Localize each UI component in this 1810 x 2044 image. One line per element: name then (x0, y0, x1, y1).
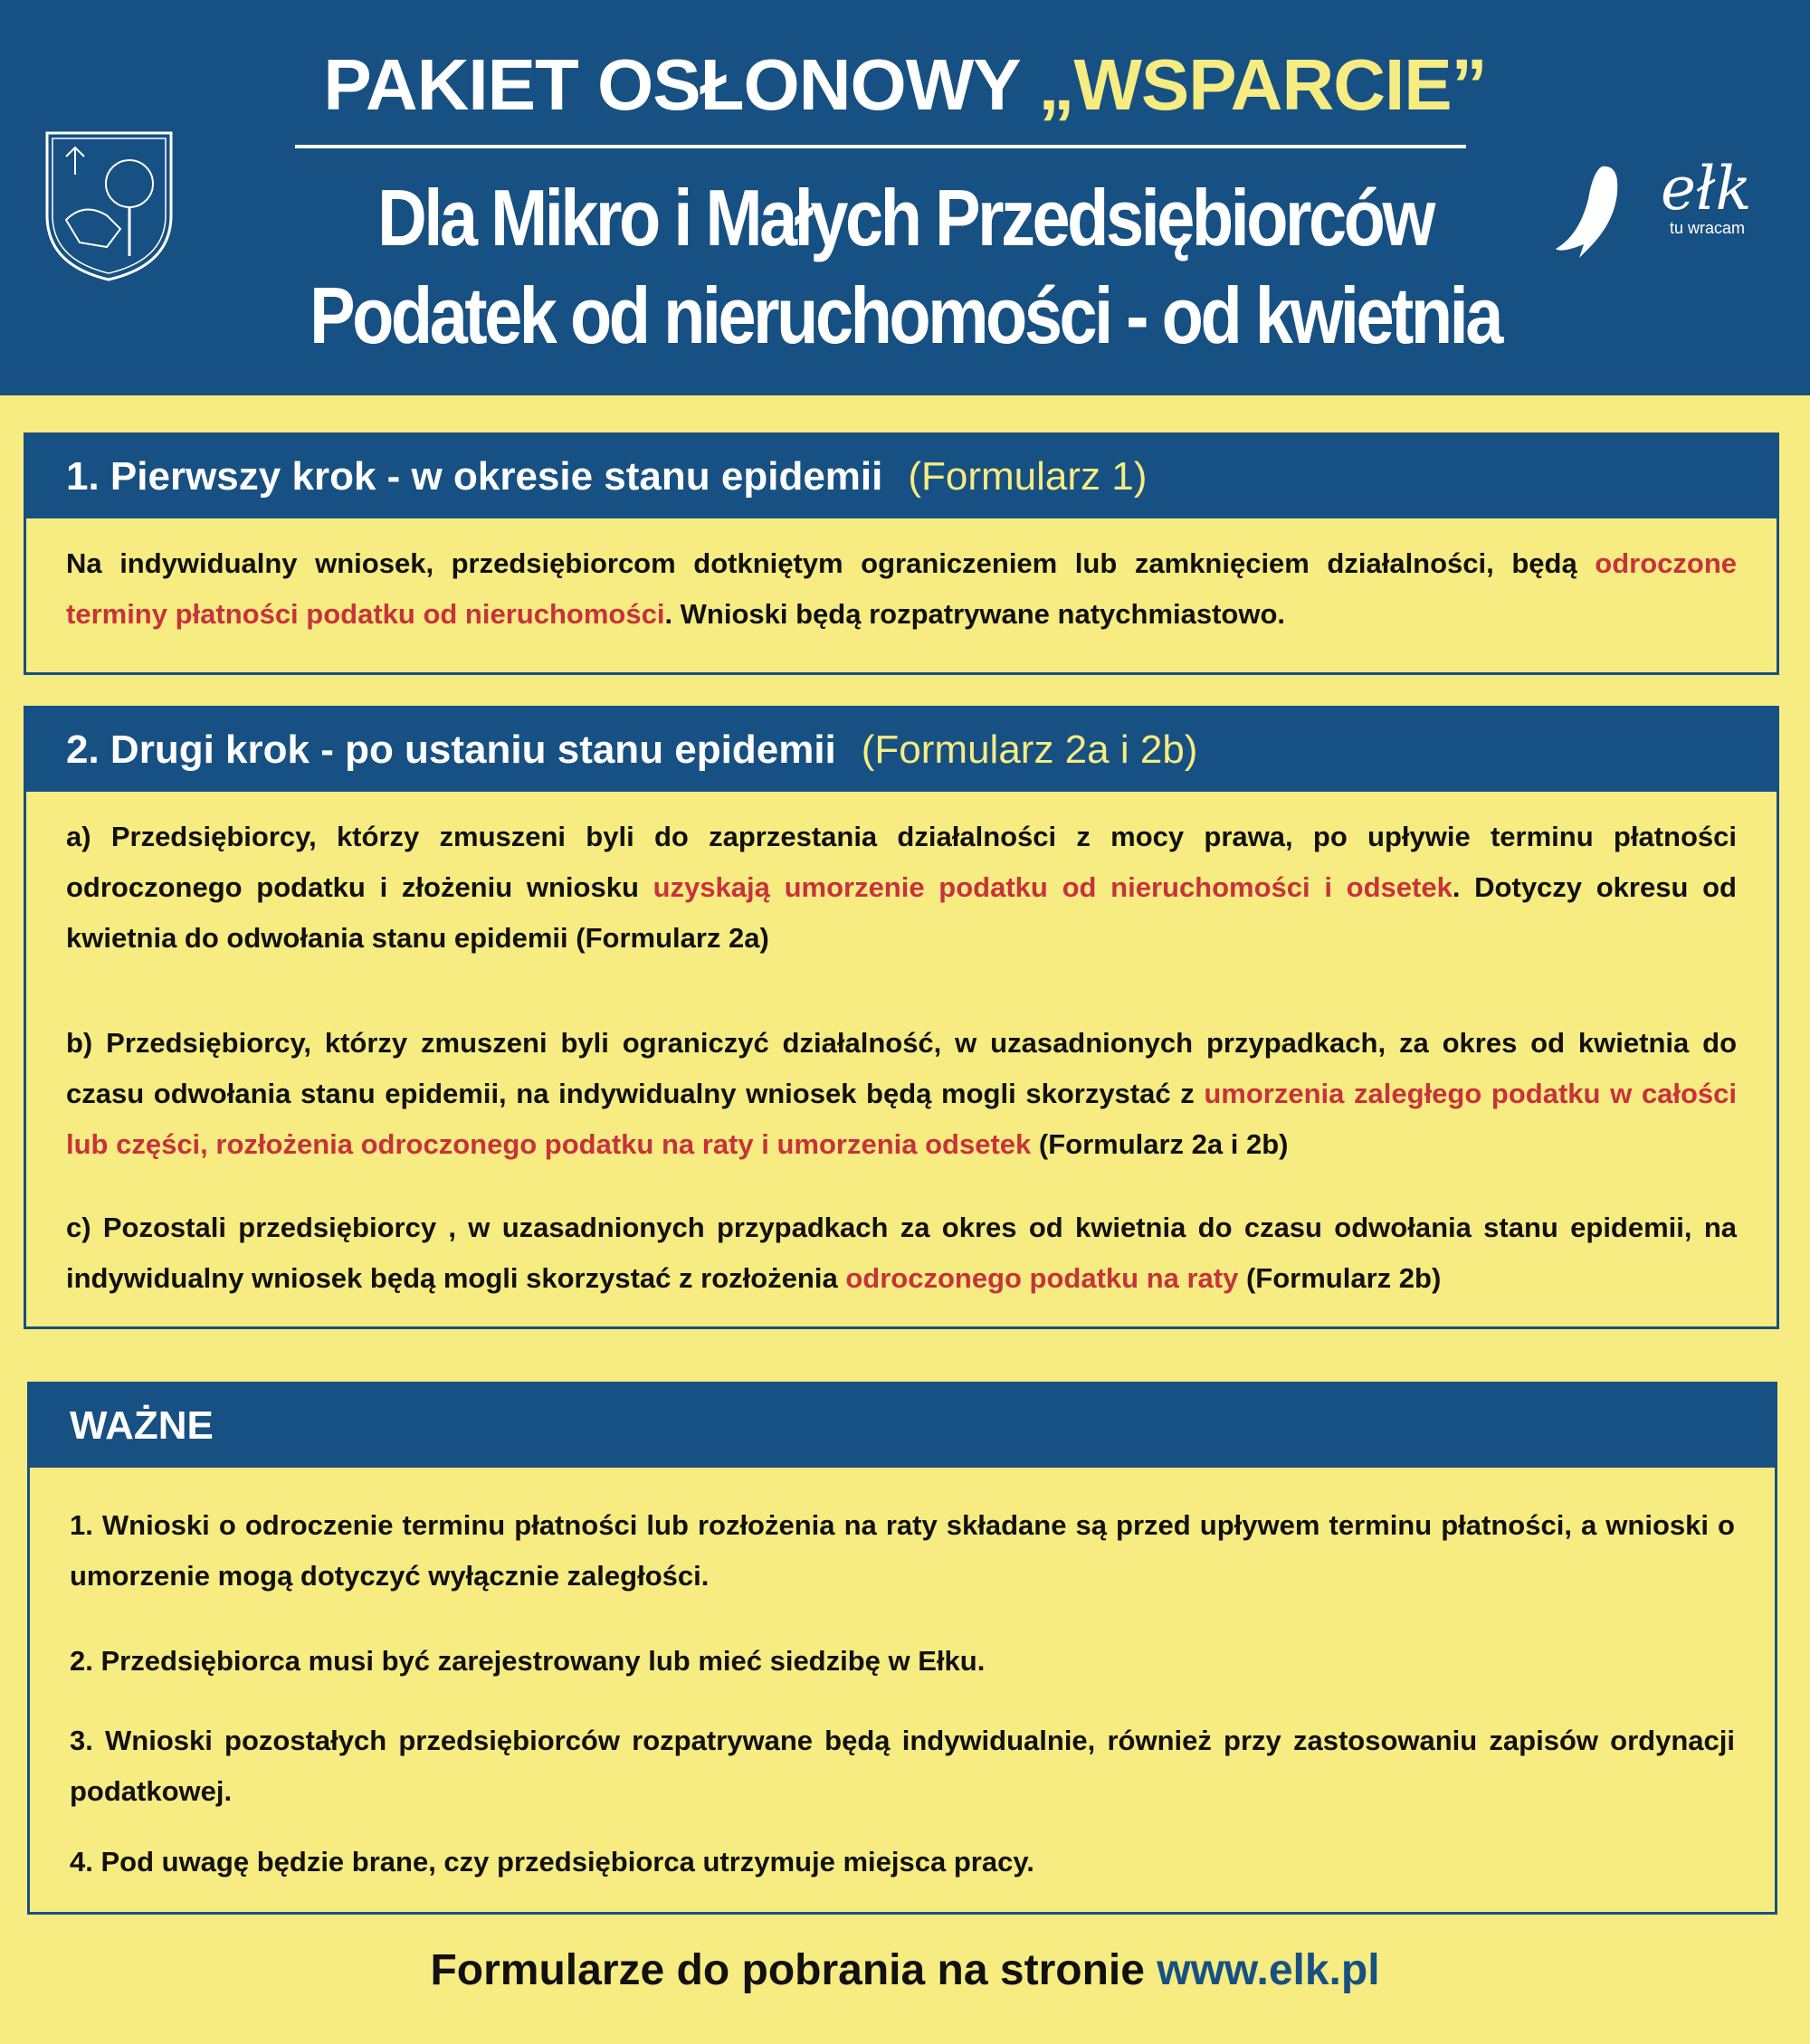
important-item: 2. Przedsiębiorca musi być zarejestrowany lub mieć siedzibę w Ełku. (70, 1645, 986, 1677)
important-body (30, 1468, 1775, 1887)
point-c (66, 1203, 1737, 1304)
title-text: PAKIET OSŁONOWY (323, 44, 1039, 125)
text: c) Pozostali przedsiębiorcy , w uzasadnionych przypadkach za okres od kwietnia do czasu odwołania stanu epidemii, na indywidualny wniosek będą mogli skorzystać z rozłożenia (66, 1212, 1737, 1294)
section-1-body (26, 518, 1777, 640)
highlight-text: umorzenia zaległego podatku w całości lub części, rozłożenia odroczonego podatku na raty i umorzenia odsetek (66, 1078, 1737, 1160)
important-item: 3. Wnioski pozostałych przedsiębiorców rozpatrywane będą indywidualnie, również przy zastosowaniu zapisów ordynacji podatkowej. (70, 1725, 1735, 1807)
section-important (27, 1382, 1777, 1915)
main-title (0, 43, 1810, 127)
point-b (66, 1018, 1737, 1170)
important-heading: WAŻNE (70, 1403, 214, 1448)
text: (Formularz 2b) (1238, 1262, 1442, 1294)
footer-text: Formularze do pobrania na stronie (430, 1946, 1157, 1994)
title-divider (295, 145, 1466, 148)
section-2-body (26, 792, 1777, 1304)
highlight-text: uzyskają umorzenie podatku od nieruchomości i odsetek (653, 871, 1453, 903)
text: Na indywidualny wniosek, przedsiębiorcom dotkniętym ograniczeniem lub zamknięciem działalności, będą (66, 547, 1596, 579)
section-1-heading: 1. Pierwszy krok - w okresie stanu epidemii (66, 454, 883, 499)
text: a) Przedsiębiorcy, którzy zmuszeni byli do zaprzestania działalności z mocy prawa, po upływie terminu płatności odroczonego podatku i złożeniu wniosku (66, 821, 1737, 903)
section-step-1 (24, 433, 1779, 675)
important-header (30, 1384, 1775, 1468)
logo-text: ełk (1661, 154, 1752, 223)
bird-icon (1552, 163, 1634, 262)
text: . Dotyczy okresu od kwietnia do odwołania stanu epidemii (Formularz 2a) (66, 871, 1737, 954)
section-2-header (26, 708, 1777, 792)
important-item: 4. Pod uwagę będzie brane, czy przedsiębiorca utrzymuje miejsca pracy. (70, 1846, 1034, 1878)
text: (Formularz 2a i 2b) (1031, 1128, 1289, 1160)
website-link[interactable]: www.elk.pl (1157, 1946, 1380, 1994)
highlight-text: odroczone terminy płatności podatku od nieruchomości (66, 547, 1737, 630)
header-banner (0, 0, 1810, 395)
title-highlight: „WSPARCIE” (1038, 44, 1487, 125)
elk-logo (1552, 154, 1769, 262)
highlight-text: odroczonego podatku na raty (845, 1262, 1239, 1294)
subtitle-line-1: Dla Mikro i Małych Przedsiębiorców (377, 173, 1433, 262)
text: . Wnioski będą rozpatrywane natychmiastowo. (664, 598, 1286, 630)
section-2-form: (Formularz 2a i 2b) (861, 727, 1198, 772)
footer (0, 1945, 1810, 1995)
section-2-heading: 2. Drugi krok - po ustaniu stanu epidemii (66, 727, 836, 772)
point-a (66, 812, 1737, 964)
important-item: 1. Wnioski o odroczenie terminu płatności lub rozłożenia na raty składane są przed upływem terminu płatności, a wnioski o umorzenie mogą dotyczyć wyłącznie zaległości. (70, 1509, 1735, 1592)
text: b) Przedsiębiorcy, którzy zmuszeni byli ograniczyć działalność, w uzasadnionych przypadkach, za okres od kwietnia do czasu odwołania stanu epidemii, na indywidualny wniosek będą mogli skorzystać z (66, 1027, 1737, 1109)
section-1-form: (Formularz 1) (908, 454, 1148, 499)
section-step-2 (24, 706, 1779, 1329)
subtitle-line-2: Podatek od nieruchomości - od kwietnia (310, 271, 1500, 360)
logo-tagline: tu wracam (1670, 219, 1746, 237)
section-1-header (26, 435, 1777, 518)
